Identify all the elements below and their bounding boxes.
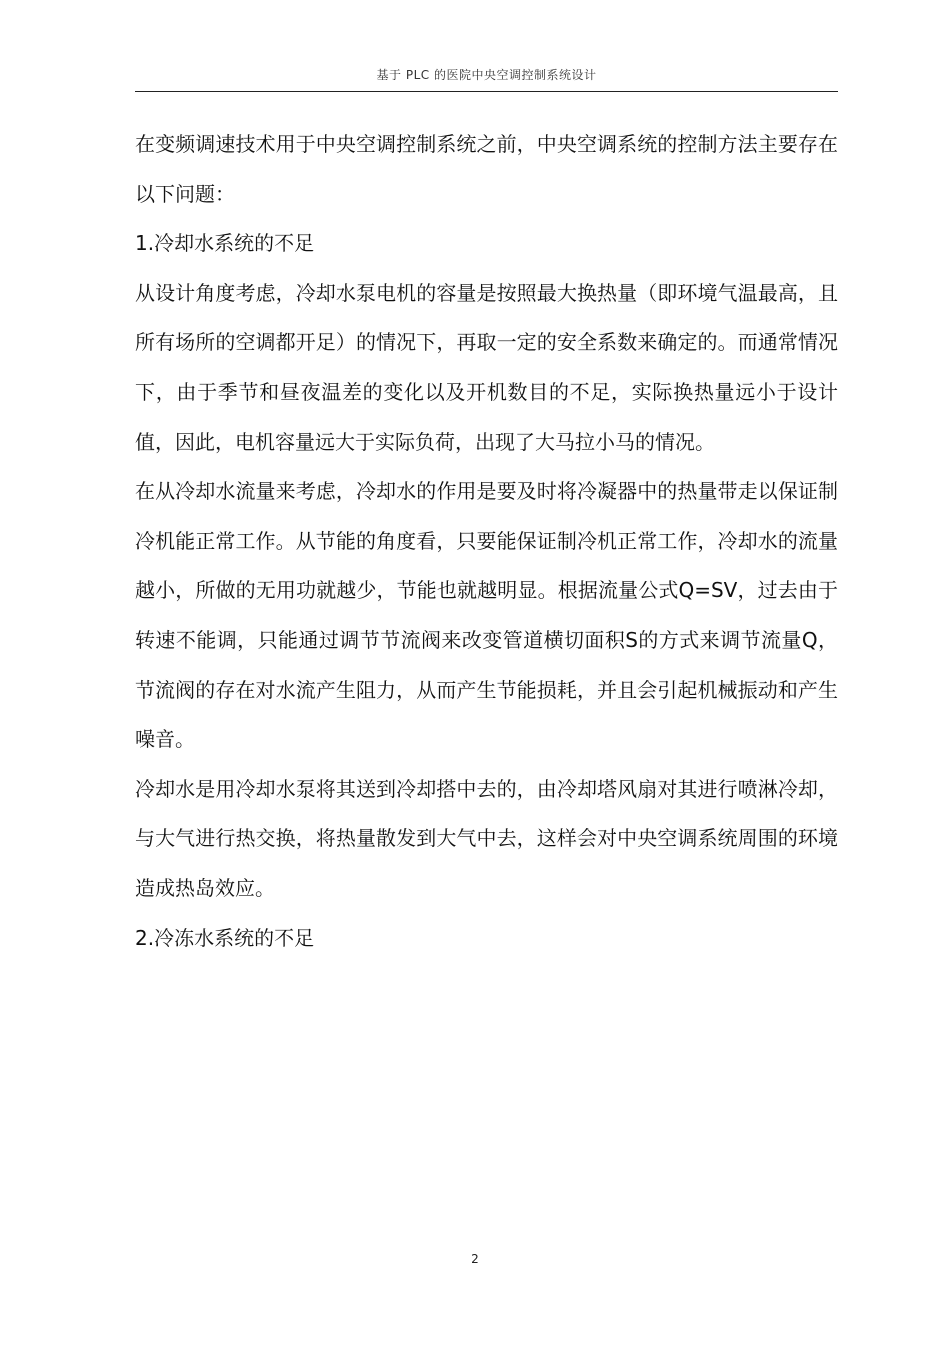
document-body [135, 120, 838, 963]
section-heading-cooling-water: 1.冷却水系统的不足 [135, 231, 315, 256]
body-paragraph-design: 从设计角度考虑，冷却水泵电机的容量是按照最大换热量（即环境气温最高，且所有场所的空调都开足）的情况下，再取一定的安全系数来确定的。而通常情况下，由于季节和昼夜温差的变化以及开机数目的不足，实际换热量远小于设计值，因此，电机容量远大于实际负荷，出现了大马拉小马的情况。 [135, 280, 838, 454]
page-header [135, 62, 838, 92]
page-number: 2 [471, 1252, 479, 1266]
body-paragraph-tower: 冷却水是用冷却水泵将其送到冷却搭中去的，由冷却塔风扇对其进行喷淋冷却，与大气进行热交换，将热量散发到大气中去，这样会对中央空调系统周围的环境造成热岛效应。 [135, 776, 838, 900]
section-heading-chilled-water: 2.冷冻水系统的不足 [135, 925, 315, 950]
header-title: 基于 PLC 的医院中央空调控制系统设计 [376, 68, 597, 82]
body-paragraph-flow: 在从冷却水流量来考虑，冷却水的作用是要及时将冷凝器中的热量带走以保证制冷机能正常工作。从节能的角度看，只要能保证制冷机正常工作，冷却水的流量越小，所做的无用功就越少，节能也就越明显。根据流量公式Q=SV，过去由于转速不能调，只能通过调节节流阀来改变管道横切面积S的方式来调节流量Q，节流阀的存在对水流产生阻力，从而产生节能损耗，并且会引起机械振动和产生噪音。 [135, 479, 838, 752]
body-paragraph-intro: 在变频调速技术用于中央空调控制系统之前，中央空调系统的控制方法主要存在以下问题： [135, 132, 838, 206]
